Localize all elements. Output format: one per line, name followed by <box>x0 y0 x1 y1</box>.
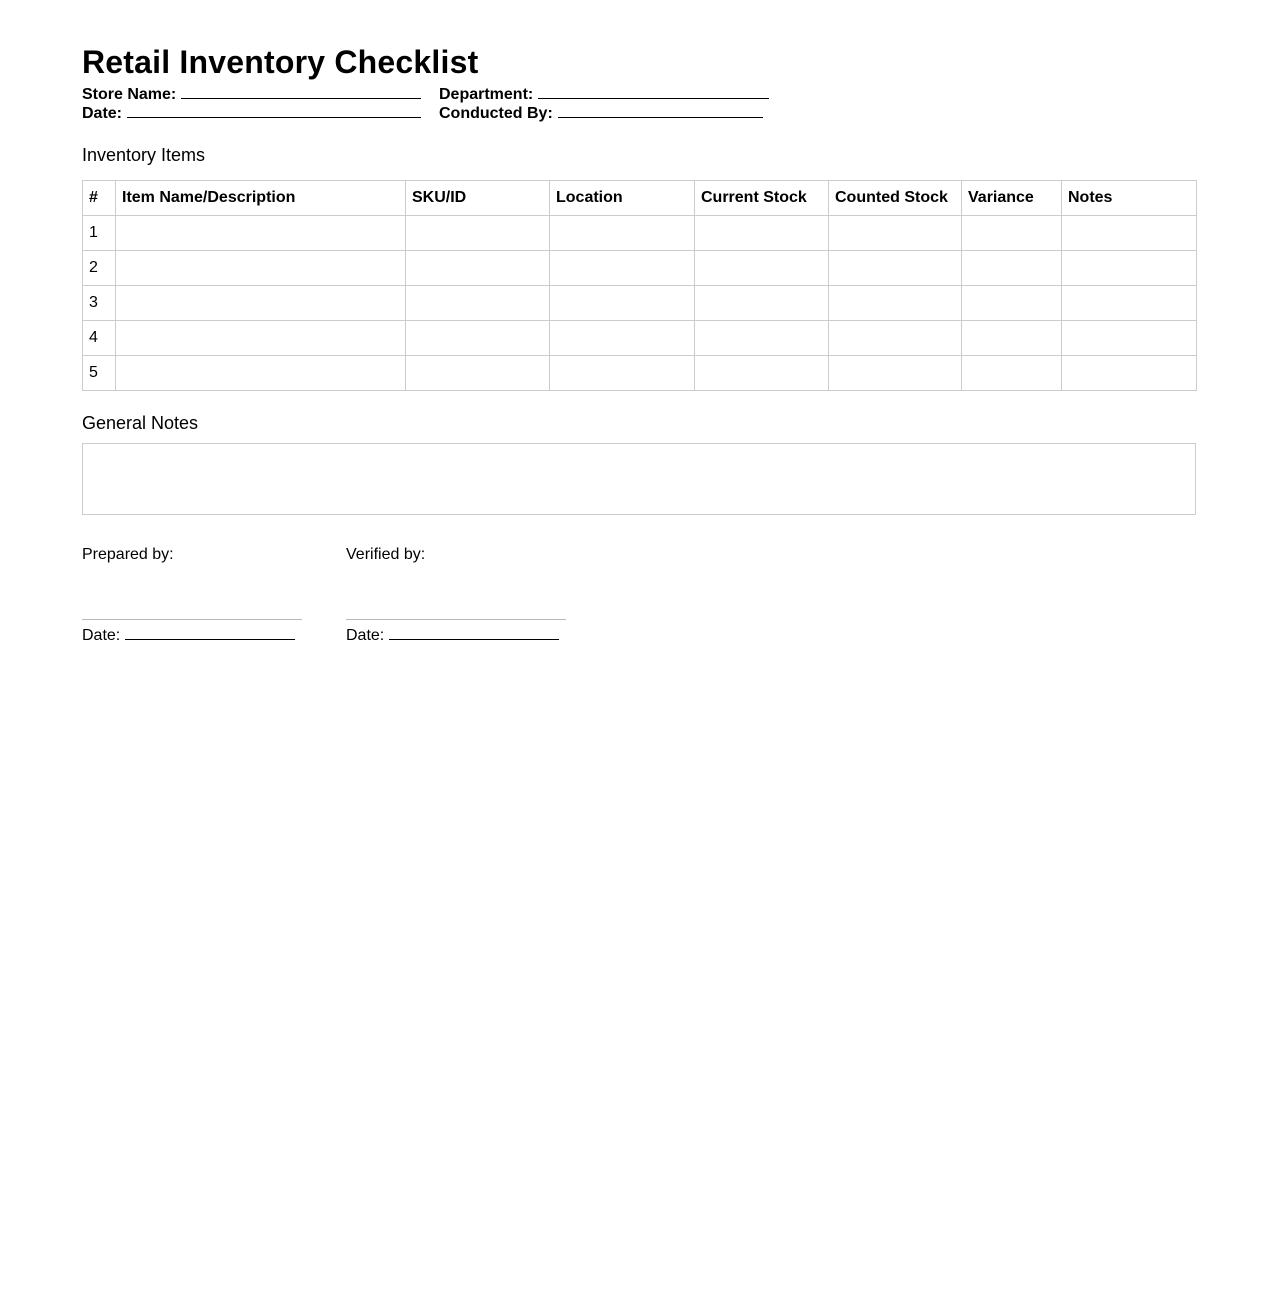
notes-cell[interactable] <box>1062 356 1197 391</box>
header-sku: SKU/ID <box>406 181 550 216</box>
prepared-by-signature-line[interactable] <box>82 619 302 620</box>
conducted-by-field[interactable] <box>439 104 763 123</box>
sku-cell[interactable] <box>406 356 550 391</box>
header-counted-stock: Counted Stock <box>829 181 962 216</box>
date-field[interactable] <box>82 104 439 123</box>
counted-stock-cell[interactable] <box>829 216 962 251</box>
header-number: # <box>83 181 116 216</box>
conducted-by-blank[interactable] <box>558 104 763 118</box>
notes-cell[interactable] <box>1062 216 1197 251</box>
item-cell[interactable] <box>116 356 406 391</box>
notes-cell[interactable] <box>1062 321 1197 356</box>
sku-cell[interactable] <box>406 321 550 356</box>
verified-by-block <box>346 546 610 645</box>
conducted-by-label: Conducted By: <box>439 105 553 122</box>
general-notes-heading: General Notes <box>82 413 199 433</box>
location-cell[interactable] <box>550 216 695 251</box>
table-row <box>83 321 1197 356</box>
date-label: Date: <box>82 105 123 122</box>
signature-section <box>82 546 1196 645</box>
sku-cell[interactable] <box>406 286 550 321</box>
location-cell[interactable] <box>550 251 695 286</box>
department-label: Department: <box>439 86 534 103</box>
table-row <box>83 251 1197 286</box>
row-number: 5 <box>83 356 116 391</box>
row-number: 2 <box>83 251 116 286</box>
variance-cell[interactable] <box>962 356 1062 391</box>
prepared-by-block <box>82 546 346 645</box>
variance-cell[interactable] <box>962 321 1062 356</box>
general-notes-box[interactable] <box>82 443 1196 515</box>
store-name-label: Store Name: <box>82 86 177 103</box>
counted-stock-cell[interactable] <box>829 356 962 391</box>
counted-stock-cell[interactable] <box>829 321 962 356</box>
inventory-table <box>82 180 1197 391</box>
page-title: Retail Inventory Checklist <box>82 44 479 80</box>
document-page <box>82 40 1196 645</box>
store-name-field[interactable] <box>82 85 439 104</box>
location-cell[interactable] <box>550 286 695 321</box>
verified-by-date-blank[interactable] <box>389 626 559 640</box>
verified-by-date-label: Date: <box>346 627 385 644</box>
table-header-row <box>83 181 1197 216</box>
item-cell[interactable] <box>116 251 406 286</box>
table-row <box>83 216 1197 251</box>
prepared-by-label: Prepared by: <box>82 546 174 563</box>
current-stock-cell[interactable] <box>695 321 829 356</box>
verified-by-signature-line[interactable] <box>346 619 566 620</box>
row-number: 3 <box>83 286 116 321</box>
department-blank[interactable] <box>538 85 769 99</box>
header-fields <box>82 85 1196 123</box>
department-field[interactable] <box>439 85 769 104</box>
verified-by-label: Verified by: <box>346 546 426 563</box>
sku-cell[interactable] <box>406 251 550 286</box>
counted-stock-cell[interactable] <box>829 251 962 286</box>
prepared-by-date-blank[interactable] <box>125 626 295 640</box>
row-number: 1 <box>83 216 116 251</box>
item-cell[interactable] <box>116 216 406 251</box>
sku-cell[interactable] <box>406 216 550 251</box>
table-row <box>83 286 1197 321</box>
row-number: 4 <box>83 321 116 356</box>
header-notes: Notes <box>1062 181 1197 216</box>
header-current-stock: Current Stock <box>695 181 829 216</box>
variance-cell[interactable] <box>962 251 1062 286</box>
current-stock-cell[interactable] <box>695 286 829 321</box>
store-name-blank[interactable] <box>181 85 421 99</box>
current-stock-cell[interactable] <box>695 356 829 391</box>
location-cell[interactable] <box>550 321 695 356</box>
current-stock-cell[interactable] <box>695 216 829 251</box>
location-cell[interactable] <box>550 356 695 391</box>
verified-by-date-field[interactable] <box>346 626 610 645</box>
inventory-items-heading: Inventory Items <box>82 145 206 165</box>
current-stock-cell[interactable] <box>695 251 829 286</box>
date-blank[interactable] <box>127 104 421 118</box>
prepared-by-date-field[interactable] <box>82 626 346 645</box>
variance-cell[interactable] <box>962 216 1062 251</box>
notes-cell[interactable] <box>1062 251 1197 286</box>
item-cell[interactable] <box>116 321 406 356</box>
notes-cell[interactable] <box>1062 286 1197 321</box>
header-location: Location <box>550 181 695 216</box>
header-variance: Variance <box>962 181 1062 216</box>
variance-cell[interactable] <box>962 286 1062 321</box>
prepared-by-date-label: Date: <box>82 627 121 644</box>
header-item-name: Item Name/Description <box>116 181 406 216</box>
counted-stock-cell[interactable] <box>829 286 962 321</box>
item-cell[interactable] <box>116 286 406 321</box>
table-row <box>83 356 1197 391</box>
